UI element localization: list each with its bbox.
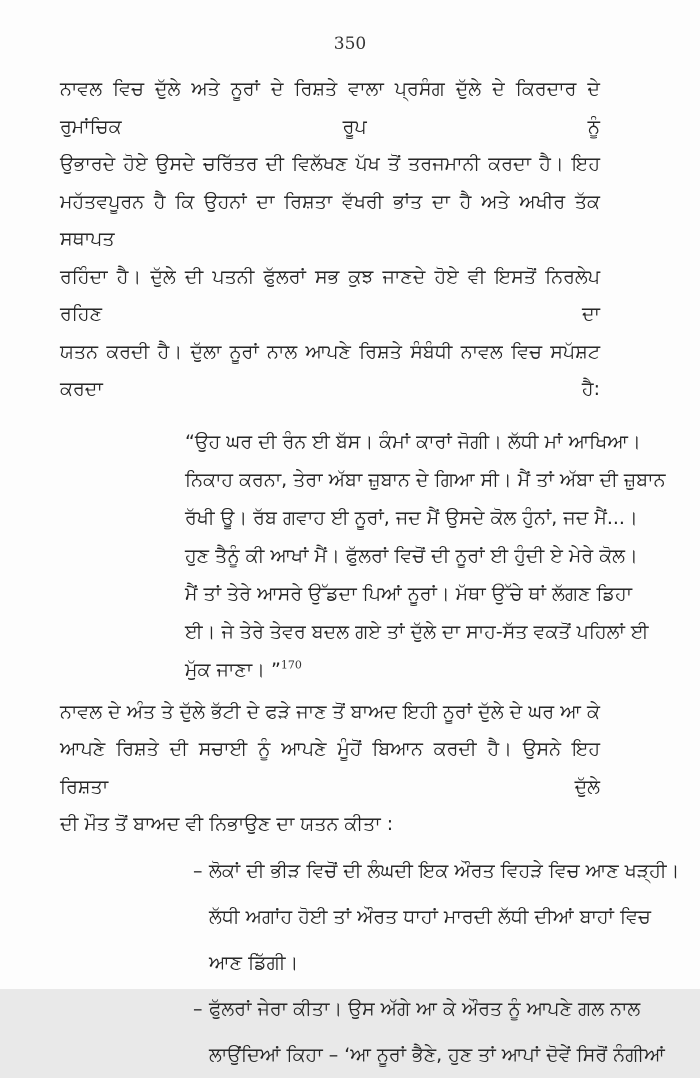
page-number: 350 [333, 34, 367, 54]
quote-line: ਨਿਕਾਹ ਕਰਨਾ, ਤੇਰਾ ਅੱਬਾ ਜ਼ੁਬਾਨ ਦੇ ਗਿਆ ਸੀ। ਮੈਂ ਤਾਂ ਅੱਬਾ ਦੀ ਜ਼ੁਬਾਨ [185, 468, 666, 491]
quote-line-text: ਮੁੱਕ ਜਾਣਾ। ” [185, 658, 281, 681]
list-item-line: ਲੱਧੀ ਅਗਾਂਹ ਹੋਈ ਤਾਂ ਔਰਤ ਧਾਹਾਂ ਮਾਰਦੀ ਲੱਧੀ ਦੀਆਂ ਬਾਹਾਂ ਵਿਚ [209, 905, 651, 928]
paragraph-2 [60, 694, 600, 844]
quote-line: ਈ। ਜੇ ਤੇਰੇ ਤੇਵਰ ਬਦਲ ਗਏ ਤਾਂ ਦੁੱਲੇ ਦਾ ਸਾਹ-ਸੱਤ ਵਕਤੋਂ ਪਹਿਲਾਂ ਈ [185, 620, 649, 643]
text-line: ਦੀ ਮੌਤ ਤੋਂ ਬਾਅਦ ਵੀ ਨਿਭਾਉਣ ਦਾ ਯਤਨ ਕੀਤਾ : [60, 813, 394, 835]
list-item-line: ਆਣ ਡਿੱਗੀ। [209, 951, 299, 974]
dash-marker: – [193, 997, 203, 1020]
text-line: ਆਪਣੇ ਰਿਸ਼ਤੇ ਦੀ ਸਚਾਈ ਨੂੰ ਆਪਣੇ ਮੂੰਹੋਂ ਬਿਆਨ ਕਰਦੀ ਹੈ। ਉਸਨੇ ਇਹ ਰਿਸ਼ਤਾ ਦੁੱਲੇ [60, 738, 600, 798]
excerpt-list [60, 848, 680, 1078]
quote-line: ਰੱਖੀ ਊ। ਰੱਬ ਗਵਾਹ ਈ ਨੂਰਾਂ, ਜਦ ਮੈਂ ਉਸਦੇ ਕੋਲ ਹੁੰਨਾਂ, ਜਦ ਮੈਂ...। [185, 506, 638, 529]
text-line: ਨਾਵਲ ਦੇ ਅੰਤ ਤੇ ਦੁੱਲੇ ਭੱਟੀ ਦੇ ਫੜੇ ਜਾਣ ਤੋਂ ਬਾਅਦ ਇਹੀ ਨੂਰਾਂ ਦੁੱਲੇ ਦੇ ਘਰ ਆ ਕੇ [60, 700, 600, 723]
quote-line: “ਉਹ ਘਰ ਦੀ ਰੰਨ ਈ ਬੱਸ। ਕੰਮਾਂ ਕਾਰਾਂ ਜੋਗੀ। ਲੱਧੀ ਮਾਂ ਆਖਿਆ। [185, 430, 641, 453]
list-item-line: ਲਾਉਂਦਿਆਂ ਕਿਹਾ – ‘ਆ ਨੂਰਾਂ ਭੈਣੇ, ਹੁਣ ਤਾਂ ਆਪਾਂ ਦੋਵੇਂ ਸਿਰੋਂ ਨੰਗੀਆਂ [209, 1043, 665, 1066]
list-item-text: ਫੁੱਲਰਾਂ ਜੇਰਾ ਕੀਤਾ। ਉਸ ਅੱਗੇ ਆ ਕੇ ਔਰਤ ਨੂੰ ਆਪਣੇ ਗਲ ਨਾਲ [209, 997, 641, 1020]
text-line: ਯਤਨ ਕਰਦੀ ਹੈ। ਦੁੱਲਾ ਨੂਰਾਂ ਨਾਲ ਆਪਣੇ ਰਿਸ਼ਤੇ ਸੰਬੰਧੀ ਨਾਵਲ ਵਿਚ ਸਪੱਸ਼ਟ ਕਰਦਾ ਹੈ: [60, 340, 600, 400]
list-item [193, 848, 680, 986]
text-line: ਰਹਿੰਦਾ ਹੈ। ਦੁੱਲੇ ਦੀ ਪਤਨੀ ਫੁੱਲਰਾਂ ਸਭ ਕੁਝ ਜਾਣਦੇ ਹੋਏ ਵੀ ਇਸਤੋਂ ਨਿਰਲੇਪ ਰਹਿਣ ਦਾ [60, 265, 600, 325]
text-line: ਉਭਾਰਦੇ ਹੋਏ ਉਸਦੇ ਚਰਿੱਤਰ ਦੀ ਵਿਲੱਖਣ ਪੱਖ ਤੋਂ ਤਰਜਮਾਨੀ ਕਰਦਾ ਹੈ। ਇਹ [60, 153, 600, 175]
list-item-first-line [193, 848, 680, 894]
list-item-first-line [193, 986, 641, 1032]
footnote-reference: 170 [280, 658, 302, 672]
paragraph-1 [60, 71, 600, 409]
quote-line: ਮੈਂ ਤਾਂ ਤੇਰੇ ਆਸਰੇ ਉੱਡਦਾ ਪਿਆਂ ਨੂਰਾਂ। ਮੱਥਾ ਉੱਚੇ ਥਾਂ ਲੱਗਣ ਡਿਹਾ [185, 582, 633, 605]
quote-line: ਹੁਣ ਤੈਨੂੰ ਕੀ ਆਖਾਂ ਮੈਂ। ਫੁੱਲਰਾਂ ਵਿਚੋਂ ਦੀ ਨੂਰਾਂ ਈ ਹੁੰਦੀ ਏ ਮੇਰੇ ਕੋਲ। [185, 544, 638, 567]
text-line: ਨਾਵਲ ਵਿਚ ਦੁੱਲੇ ਅਤੇ ਨੂਰਾਂ ਦੇ ਰਿਸ਼ਤੇ ਵਾਲਾ ਪ੍ਰਸੰਗ ਦੁੱਲੇ ਦੇ ਕਿਰਦਾਰ ਦੇ ਰੁਮਾਂਚਿਕ ਰੂਪ ਨੂੰ [60, 78, 600, 138]
list-item [193, 986, 665, 1078]
text-line: ਮਹੱਤਵਪੂਰਨ ਹੈ ਕਿ ਉਹਨਾਂ ਦਾ ਰਿਸ਼ਤਾ ਵੱਖਰੀ ਭਾਂਤ ਦਾ ਹੈ ਅਤੇ ਅਖੀਰ ਤੱਕ ਸਥਾਪਤ [60, 190, 600, 250]
list-item-text: ਲੋਕਾਂ ਦੀ ਭੀੜ ਵਿਚੋਂ ਦੀ ਲੰਘਦੀ ਇਕ ਔਰਤ ਵਿਹੜੇ ਵਿਚ ਆਣ ਖੜ੍ਹੀ। [209, 859, 680, 882]
block-quote [60, 423, 666, 689]
quote-line [185, 651, 600, 689]
dash-marker: – [193, 859, 203, 882]
